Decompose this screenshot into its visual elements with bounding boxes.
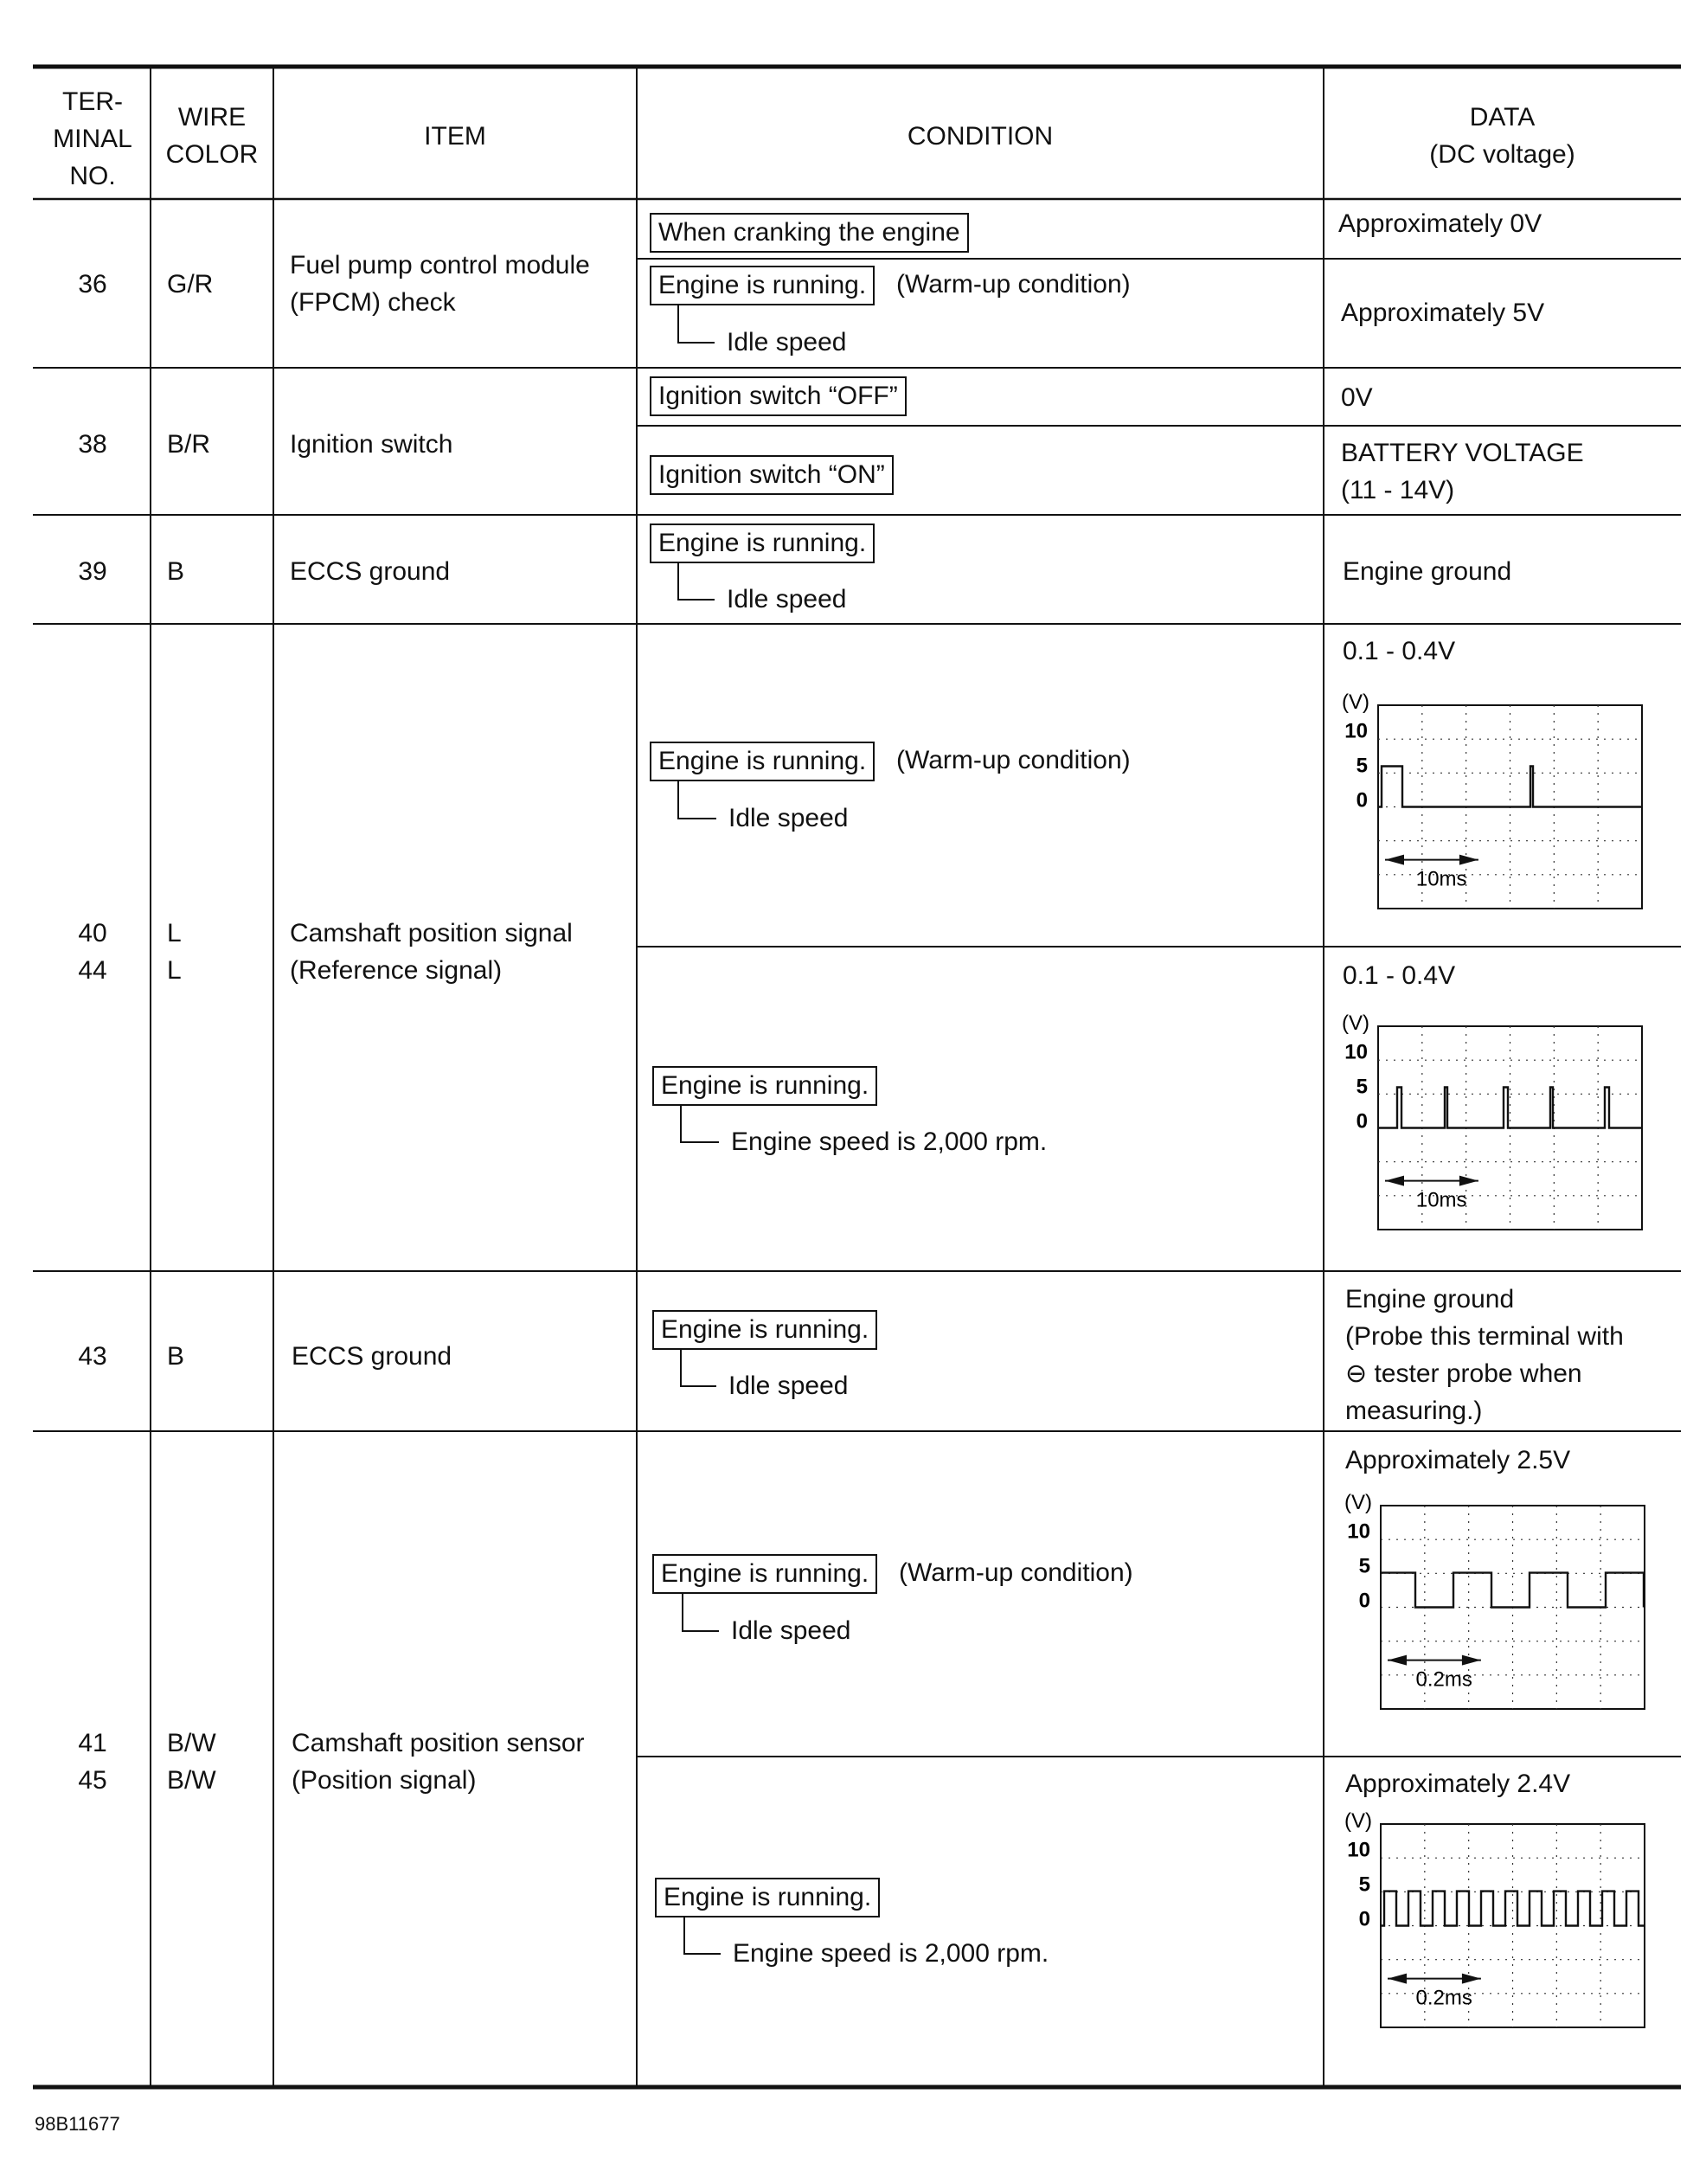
condition-sub: Idle speed [731,1616,851,1645]
terminal-number: 36 [78,270,107,299]
scope-tick-10: 10 [1347,1838,1370,1862]
scope-arrowhead-left [1388,1974,1407,1984]
data-line: (Probe this terminal with [1345,1322,1624,1351]
condition-box: Engine is running. [650,742,875,781]
condition-box: Engine is running. [652,1554,877,1594]
terminal-number: 43 [78,1342,107,1371]
scope-time-label: 0.2ms [1415,1667,1472,1692]
condition-box: When cranking the engine [650,213,969,253]
scope-unit-label: (V) [1344,1809,1372,1833]
scope-tick-5: 5 [1356,754,1368,778]
condition-sub: Idle speed [727,585,847,613]
scope-plot-position-2000rpm [1344,1809,1645,2027]
header-condition: CONDITION [907,122,1054,151]
item-line: (Position signal) [292,1766,477,1795]
header-data-line: DATA [1469,103,1536,132]
data-value: 0.1 - 0.4V [1343,961,1456,990]
condition-sub: Engine speed is 2,000 rpm. [733,1939,1049,1968]
scope-tick-10: 10 [1347,1519,1370,1544]
scope-unit-label: (V) [1342,1012,1369,1035]
condition-box: Engine is running. [650,266,875,305]
scope-arrowhead-right [1462,1974,1481,1984]
wire-line: B/W [167,1729,216,1757]
scope-tick-0: 0 [1356,1109,1368,1134]
data-value: Approximately 5V [1341,299,1545,327]
data-value: 0V [1341,383,1373,412]
scope-tick-5: 5 [1358,1554,1370,1578]
scope-arrowhead-right [1462,1655,1481,1666]
scope-waveform [1381,1892,1645,1926]
terminal-number: 38 [78,430,107,459]
scope-plot-position-idle [1344,1491,1645,1709]
header-terminal-line: NO. [69,162,116,190]
wire-color: B [167,557,185,586]
wire-color: G/R [167,270,214,299]
wire-line: L [167,919,182,947]
condition-note: (Warm-up condition) [896,746,1131,774]
data-value: Approximately 2.5V [1345,1446,1571,1474]
data-line: ⊖ tester probe when [1345,1359,1582,1388]
scope-tick-0: 0 [1356,788,1368,813]
data-value: 0.1 - 0.4V [1343,637,1456,665]
scope-unit-label: (V) [1344,1491,1372,1514]
figure-id: 98B11677 [35,2113,120,2135]
data-line: (11 - 14V) [1341,476,1455,504]
scope-tick-10: 10 [1344,719,1368,743]
condition-box: Engine is running. [650,524,875,563]
header-wire-line: WIRE [177,103,247,132]
data-value: Approximately 0V [1338,209,1542,238]
terminal-line: 44 [78,956,107,985]
data-value: Engine ground [1343,557,1512,586]
scope-waveform [1381,1573,1644,1608]
condition-box: Engine is running. [655,1878,880,1917]
header-terminal-line: MINAL [53,125,132,153]
condition-box: Ignition switch “OFF” [650,376,907,416]
data-line: BATTERY VOLTAGE [1341,439,1584,467]
scope-tick-5: 5 [1358,1872,1370,1897]
wire-line: B/W [167,1766,216,1795]
terminal-line: 41 [78,1729,107,1757]
terminal-line: 40 [78,919,107,947]
scope-tick-10: 10 [1344,1040,1368,1064]
scope-arrowhead-left [1385,1176,1404,1186]
scope-unit-label: (V) [1342,691,1369,714]
item-label: ECCS ground [292,1342,452,1371]
condition-sub: Engine speed is 2,000 rpm. [731,1127,1048,1156]
item-line: Camshaft position sensor [292,1729,585,1757]
header-data-line: (DC voltage) [1429,140,1575,169]
condition-note: (Warm-up condition) [899,1558,1133,1587]
data-value: Approximately 2.4V [1345,1770,1571,1798]
condition-box: Engine is running. [652,1310,877,1350]
scope-arrowhead-right [1459,855,1478,865]
condition-box: Ignition switch “ON” [650,455,894,495]
terminal-number: 39 [78,557,107,586]
scope-tick-0: 0 [1358,1589,1370,1613]
scope-waveform [1378,767,1642,807]
item-line: (Reference signal) [290,956,503,985]
header-wire-line: COLOR [165,140,259,169]
item-line: Camshaft position signal [290,919,573,947]
data-line: Engine ground [1345,1285,1515,1314]
wire-color: B [167,1342,185,1371]
wire-color: B/R [167,430,211,459]
scope-waveform [1378,1088,1642,1128]
scope-tick-0: 0 [1358,1907,1370,1931]
condition-sub: Idle speed [728,1371,849,1400]
scope-arrowhead-left [1385,855,1404,865]
scope-arrowhead-left [1388,1655,1407,1666]
condition-sub: Idle speed [728,804,849,832]
header-item: ITEM [424,122,486,151]
scope-time-label: 0.2ms [1415,1986,1472,2010]
scope-plot-reference-2000rpm [1342,1012,1642,1230]
condition-sub: Idle speed [727,328,847,357]
item-line: (FPCM) check [290,288,456,317]
wire-line: L [167,956,182,985]
scope-time-label: 10ms [1415,867,1467,891]
condition-note: (Warm-up condition) [896,270,1131,299]
item-label: Ignition switch [290,430,453,459]
condition-box: Engine is running. [652,1066,877,1106]
item-label: ECCS ground [290,557,451,586]
scope-tick-5: 5 [1356,1075,1368,1099]
terminal-line: 45 [78,1766,107,1795]
scope-time-label: 10ms [1415,1188,1467,1212]
item-line: Fuel pump control module [290,251,590,279]
scope-arrowhead-right [1459,1176,1478,1186]
header-terminal-line: TER- [62,87,123,116]
data-line: measuring.) [1345,1397,1483,1425]
scope-plot-reference-idle [1342,691,1642,909]
